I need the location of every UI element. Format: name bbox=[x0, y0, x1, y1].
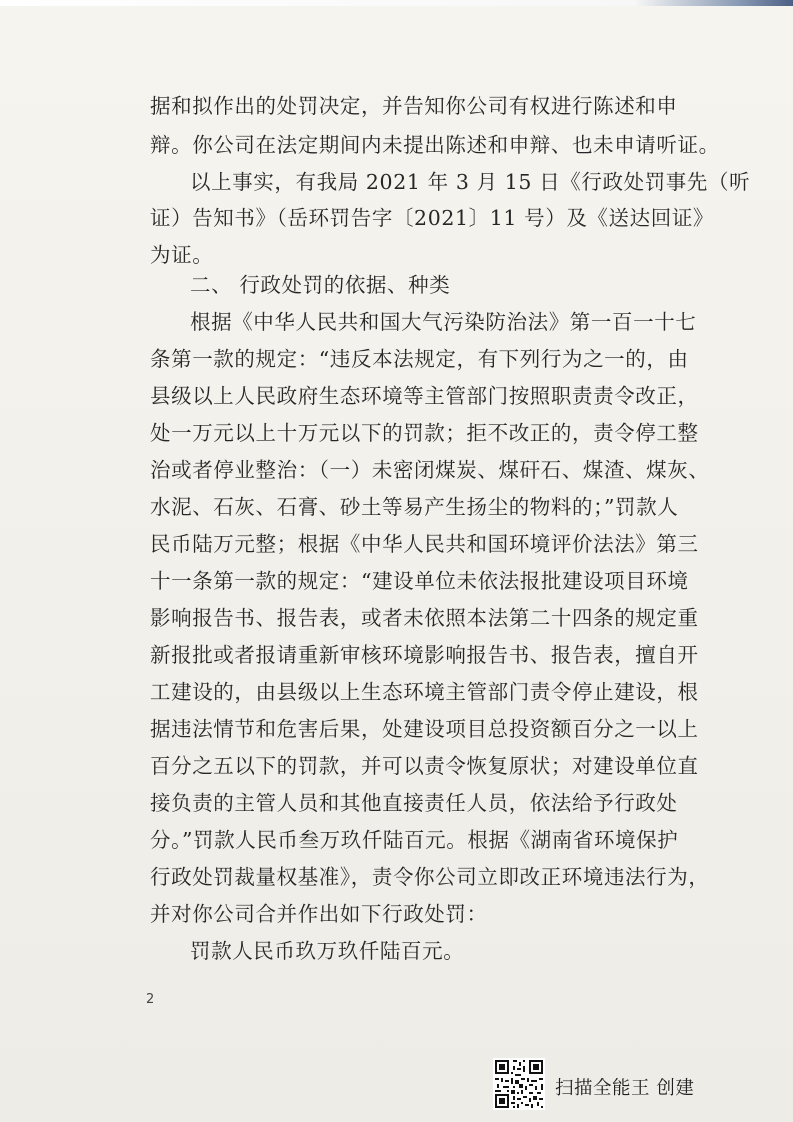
paragraph-line: 据违法情节和危害后果，处建设项目总投资额百分之一以上 bbox=[150, 717, 699, 741]
paragraph-line: 以上事实，有我局 2021 年 3 月 15 日《行政处罚事先（听 bbox=[190, 170, 751, 194]
paragraph-line: 接负责的主管人员和其他直接责任人员，依法给予行政处 bbox=[150, 791, 678, 815]
paragraph-line: 并对你公司合并作出如下行政处罚： bbox=[150, 902, 488, 926]
paragraph-line: 百分之五以下的罚款，并可以责令恢复原状；对建设单位直 bbox=[150, 754, 699, 778]
paragraph-line: 民币陆万元整；根据《中华人民共和国环境评价法法》第三 bbox=[150, 532, 699, 556]
paragraph-line: 治或者停业整治：（一）未密闭煤炭、煤矸石、煤渣、煤灰、 bbox=[150, 458, 710, 482]
paragraph-line: 根据《中华人民共和国大气污染防治法》第一百一十七 bbox=[190, 310, 697, 334]
paragraph-line: 辩。你公司在法定期间内未提出陈述和申辩、也未申请听证。 bbox=[150, 133, 720, 157]
paragraph-line: 分。”罚款人民币叁万玖仟陆百元。根据《湖南省环境保护 bbox=[150, 828, 679, 852]
page-number: 2 bbox=[146, 992, 155, 1007]
section-heading: 二、 行政处罚的依据、种类 bbox=[190, 273, 451, 297]
paragraph-line: 据和拟作出的处罚决定，并告知你公司有权进行陈述和申 bbox=[150, 94, 678, 118]
paragraph-line: 新报批或者报请重新审核环境影响报告书、报告表，擅自开 bbox=[150, 643, 699, 667]
paragraph-line: 影响报告书、报告表，或者未依照本法第二十四条的规定重 bbox=[150, 606, 699, 630]
scan-edge-strip bbox=[0, 0, 793, 6]
paragraph-line: 十一条第一款的规定：“建设单位未依法报批建设项目环境 bbox=[150, 569, 689, 593]
paragraph-line: 水泥、石灰、石膏、砂土等易产生扬尘的物料的；”罚款人 bbox=[150, 495, 679, 519]
paragraph-line: 工建设的，由县级以上生态环境主管部门责令停止建设，根 bbox=[150, 680, 699, 704]
paragraph-line: 行政处罚裁量权基准》，责令你公司立即改正环境违法行为， bbox=[150, 865, 710, 889]
paragraph-line: 为证。 bbox=[150, 243, 214, 267]
paragraph-line: 处一万元以上十万元以下的罚款；拒不改正的，责令停工整 bbox=[150, 421, 699, 445]
qr-code-icon bbox=[493, 1058, 545, 1110]
scanner-brand-label: 扫描全能王 创建 bbox=[555, 1078, 695, 1099]
paragraph-line: 罚款人民币玖万玖仟陆百元。 bbox=[190, 939, 465, 963]
paragraph-line: 条第一款的规定：“违反本法规定，有下列行为之一的，由 bbox=[150, 347, 689, 371]
paragraph-line: 县级以上人民政府生态环境等主管部门按照职责责令改正， bbox=[150, 384, 699, 408]
paragraph-line: 证）告知书》（岳环罚告字〔2021〕11 号）及《送达回证》 bbox=[150, 206, 715, 230]
